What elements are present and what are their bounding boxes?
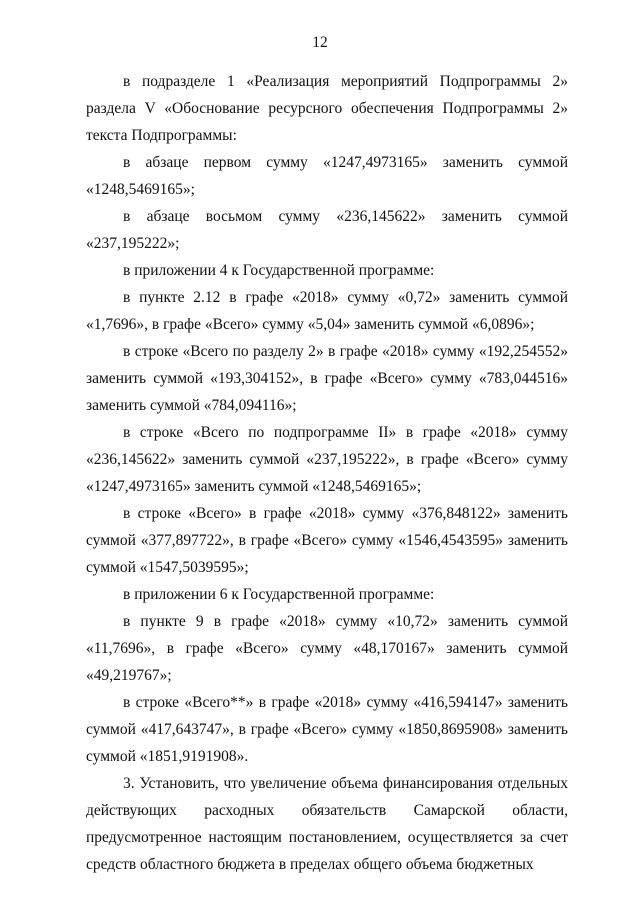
- paragraph-subsection-intro: в подразделе 1 «Реализация мероприятий Подпрограммы 2» раздела V «Обоснование ресурсного обеспечения Подпрограммы 2» текста Подпрограммы:: [86, 73, 568, 144]
- paragraph-total-section-2: в строке «Всего по разделу 2» в графе «2018» сумму «192,254552» заменить суммой «193,304152», в графе «Всего» сумму «783,044516» заменить суммой «784,094116»;: [86, 343, 568, 414]
- document-body: [86, 68, 568, 878]
- paragraph-appendix-4-heading: в приложении 4 к Государственной программе:: [123, 262, 435, 279]
- paragraph-first-indent-amount: в абзаце первом сумму «1247,4973165» заменить суммой «1248,5469165»;: [86, 154, 568, 198]
- paragraph-clause-3: 3. Установить, что увеличение объема финансирования отдельных действующих расходных обязательств Самарской области, предусмотренное настоящим постановлением, осуществляется за счет средств областного бюджета в пределах общего объема бюджетных: [86, 775, 568, 873]
- paragraph-grand-total-appendix-4: в строке «Всего» в графе «2018» сумму «376,848122» заменить суммой «377,897722», в графе «Всего» сумму «1546,4543595» заменить суммой «1547,5039595»;: [86, 505, 568, 576]
- paragraph-item-9: в пункте 9 в графе «2018» сумму «10,72» заменить суммой «11,7696», в графе «Всего» сумму «48,170167» заменить суммой «49,219767»;: [86, 613, 568, 684]
- paragraph-grand-total-appendix-6: в строке «Всего**» в графе «2018» сумму «416,594147» заменить суммой «417,643747», в графе «Всего» сумму «1850,8695908» заменить суммой «1851,9191908».: [86, 694, 568, 765]
- paragraph-item-2-12: в пункте 2.12 в графе «2018» сумму «0,72» заменить суммой «1,7696», в графе «Всего» сумму «5,04» заменить суммой «6,0896»;: [86, 289, 568, 333]
- paragraph-total-subprogram-2: в строке «Всего по подпрограмме II» в графе «2018» сумму «236,145622» заменить суммой «237,195222», в графе «Всего» сумму «1247,4973165» заменить суммой «1248,5469165»;: [86, 424, 568, 495]
- page-number: 12: [312, 34, 328, 51]
- paragraph-appendix-6-heading: в приложении 6 к Государственной программе:: [123, 586, 435, 603]
- paragraph-eighth-indent-amount: в абзаце восьмом сумму «236,145622» заменить суммой «237,195222»;: [86, 208, 568, 252]
